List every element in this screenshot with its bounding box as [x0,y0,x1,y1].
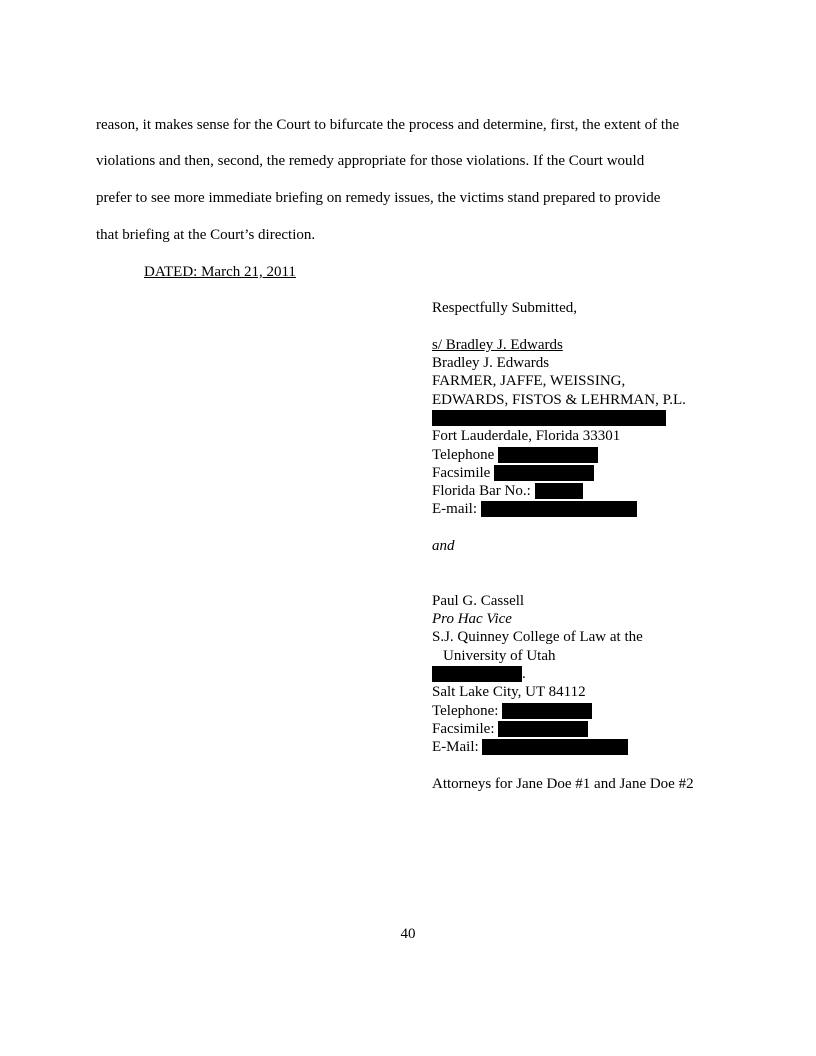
redacted-facsimile [494,465,594,481]
redacted-email-2 [482,739,628,755]
redacted-bar-number [535,483,583,499]
attorneys-for-line: Attorneys for Jane Doe #1 and Jane Doe #2 [432,775,694,792]
school-line-1: S.J. Quinney College of Law at the [432,629,643,646]
email2-label: E-Mail: [432,739,479,756]
bar-number-label: Florida Bar No.: [432,483,531,500]
city-2: Salt Lake City, UT 84112 [432,684,586,701]
body-line-3: prefer to see more immediate briefing on remedy issues, the victims stand prepared to provide [96,190,661,206]
redacted-facsimile-2 [498,721,588,737]
body-line-4: that briefing at the Court’s direction. [96,227,316,243]
closing: Respectfully Submitted, [432,300,577,317]
attorney2-name: Paul G. Cassell [432,592,525,609]
facsimile2-label: Facsimile: [432,720,495,737]
electronic-signature: s/ Bradley J. Edwards [432,336,563,353]
attorney-name: Bradley J. Edwards [432,355,550,372]
firm-city: Fort Lauderdale, Florida 33301 [432,428,621,445]
firm-name-line-1: FARMER, JAFFE, WEISSING, [432,373,626,390]
page-number: 40 [400,926,416,942]
dated-line: DATED: March 21, 2011 [144,264,296,280]
telephone-label: Telephone [432,446,495,463]
conjunction-and: and [432,538,455,554]
body-line-1: reason, it makes sense for the Court to bifurcate the process and determine, first, the extent of the [96,117,680,133]
redacted-telephone-2 [502,703,592,719]
signature-block [432,299,694,793]
redacted-address [432,410,666,426]
school-line-2: University of Utah [443,647,556,664]
telephone2-label: Telephone: [432,702,499,719]
firm-name-line-2: EDWARDS, FISTOS & LEHRMAN, P.L. [432,391,686,408]
redacted-telephone [498,447,598,463]
redacted-address-2 [432,666,522,682]
body-line-2: violations and then, second, the remedy appropriate for those violations. If the Court would [96,153,645,169]
period: . [522,666,526,683]
facsimile-label: Facsimile [432,464,491,481]
redacted-email [481,501,637,517]
email-label: E-mail: [432,501,477,518]
pro-hac-vice: Pro Hac Vice [432,611,512,628]
